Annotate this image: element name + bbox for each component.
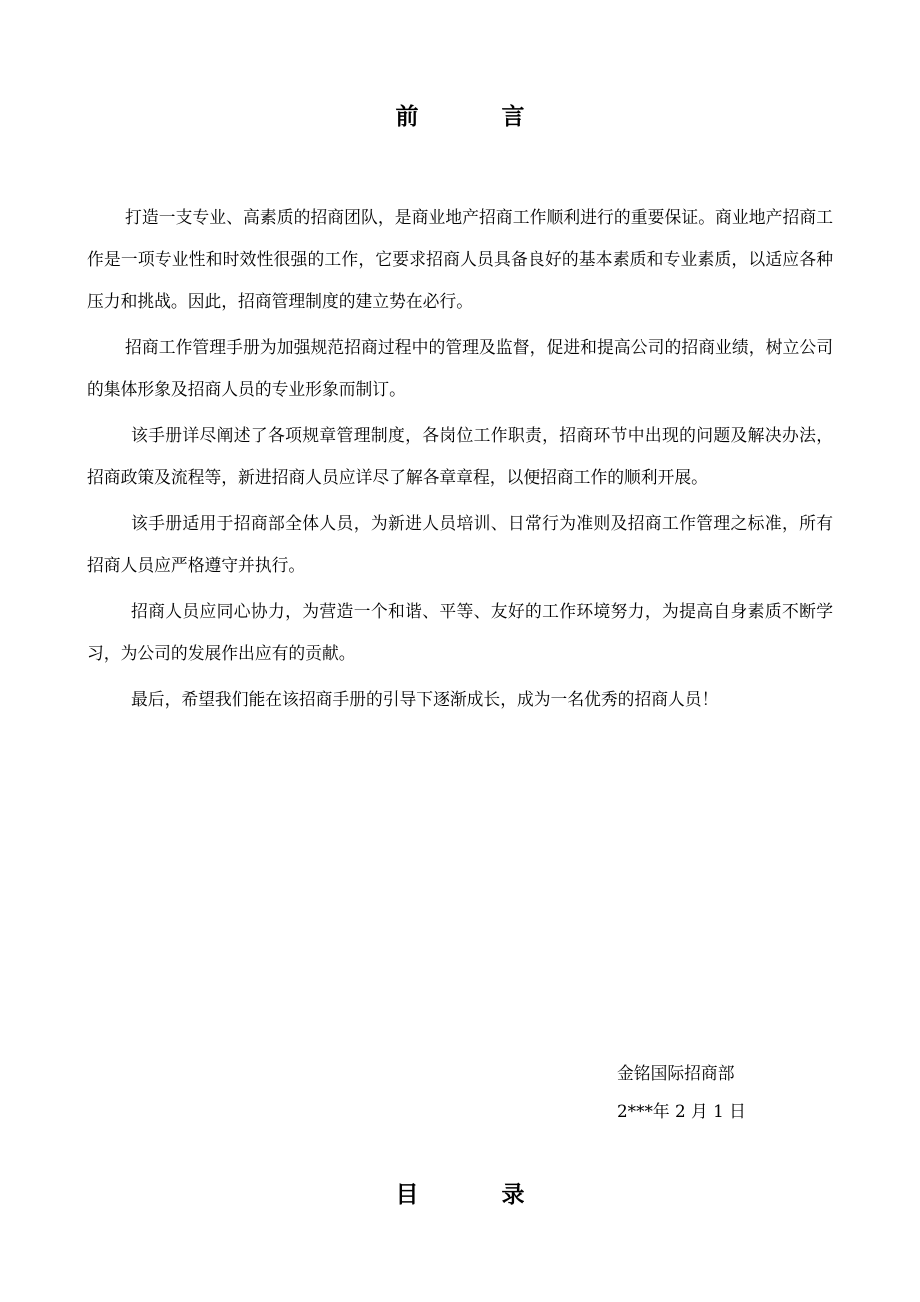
preface-paragraph-1: 打造一支专业、高素质的招商团队，是商业地产招商工作顺利进行的重要保证。商业地产招商工作是一项专业性和时效性很强的工作，它要求招商人员具备良好的基本素质和专业素质，以适应各种压力和挑战。因此，招商管理制度的建立势在必行。	[87, 207, 833, 311]
signature-date: 2***年 2 月 1 日	[617, 1101, 746, 1121]
toc-title: 目 录	[395, 1182, 555, 1208]
preface-paragraph-2: 招商工作管理手册为加强规范招商过程中的管理及监督，促进和提高公司的招商业绩，树立公司的集体形象及招商人员的专业形象而制订。	[87, 337, 833, 399]
preface-paragraph-6: 最后，希望我们能在该招商手册的引导下逐渐成长，成为一名优秀的招商人员！	[131, 689, 719, 709]
signature-department: 金铭国际招商部	[617, 1063, 735, 1083]
preface-paragraph-4: 该手册适用于招商部全体人员，为新进人员培训、日常行为准则及招商工作管理之标准，所有招商人员应严格遵守并执行。	[87, 513, 833, 575]
preface-title: 前 言	[395, 104, 555, 130]
preface-paragraph-5: 招商人员应同心协力，为营造一个和谐、平等、友好的工作环境努力，为提高自身素质不断学习，为公司的发展作出应有的贡献。	[87, 601, 833, 663]
preface-body	[87, 196, 833, 724]
preface-paragraph-3: 该手册详尽阐述了各项规章管理制度，各岗位工作职责，招商环节中出现的问题及解决办法，招商政策及流程等，新进招商人员应详尽了解各章章程，以便招商工作的顺利开展。	[87, 425, 833, 487]
